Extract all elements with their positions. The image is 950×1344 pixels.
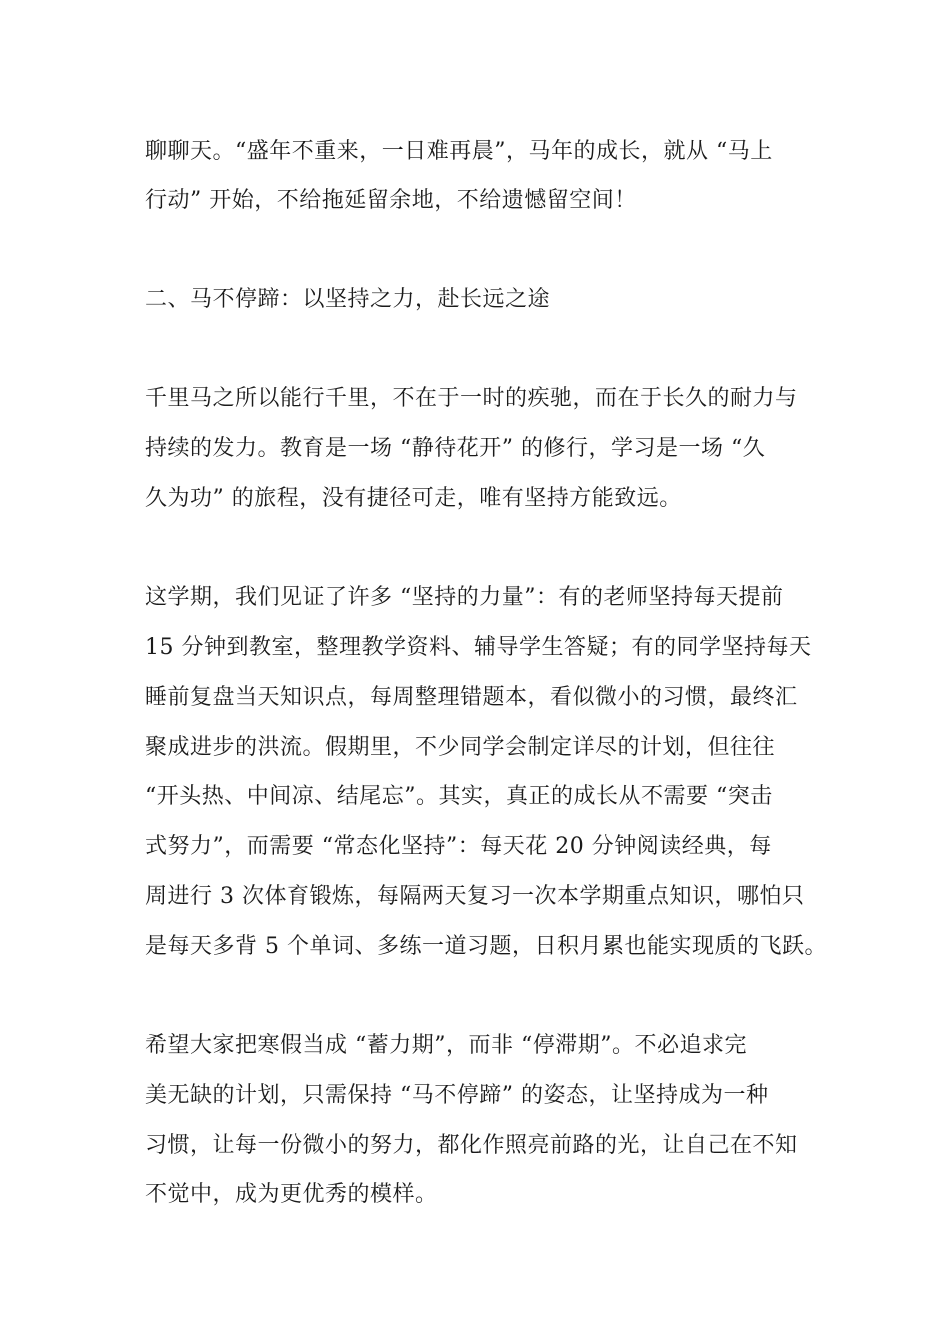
paragraph-3-line-5: “开头热、中间凉、结尾忘”。其实，真正的成长从不需要 “突击 bbox=[145, 784, 773, 809]
paragraph-2-line-3: 久为功” 的旅程，没有捷径可走，唯有坚持方能致远。 bbox=[145, 486, 682, 511]
paragraph-4-line-2: 美无缺的计划，只需保持 “马不停蹄” 的姿态，让坚持成为一种 bbox=[145, 1083, 769, 1108]
paragraph-4-line-3: 习惯，让每一份微小的努力，都化作照亮前路的光，让自己在不知 bbox=[145, 1133, 798, 1158]
paragraph-3-line-7: 周进行 3 次体育锻炼，每隔两天复习一次本学期重点知识，哪怕只 bbox=[145, 884, 805, 909]
paragraph-3-line-3: 睡前复盘当天知识点，每周整理错题本，看似微小的习惯，最终汇 bbox=[145, 685, 798, 710]
paragraph-3-line-6: 式努力”，而需要 “常态化坚持”：每天花 20 分钟阅读经典，每 bbox=[145, 834, 772, 859]
paragraph-1-line-2: 行动” 开始，不给拖延留余地，不给遗憾留空间！ bbox=[145, 188, 637, 213]
paragraph-2-line-2: 持续的发力。教育是一场 “静待花开” 的修行，学习是一场 “久 bbox=[145, 436, 766, 461]
paragraph-4-line-1: 希望大家把寒假当成 “蓄力期”，而非 “停滞期”。不必追求完 bbox=[145, 1033, 747, 1058]
paragraph-3-line-1: 这学期，我们见证了许多 “坚持的力量”：有的老师坚持每天提前 bbox=[145, 585, 784, 610]
paragraph-3-line-2: 15 分钟到教室，整理教学资料、辅导学生答疑；有的同学坚持每天 bbox=[145, 635, 812, 660]
section-heading-2: 二、马不停蹄：以坚持之力，赴长远之途 bbox=[145, 287, 551, 312]
paragraph-2-line-1: 千里马之所以能行千里，不在于一时的疾驰，而在于长久的耐力与 bbox=[145, 386, 798, 411]
paragraph-3-line-4: 聚成进步的洪流。假期里，不少同学会制定详尽的计划，但往往 bbox=[145, 735, 776, 760]
paragraph-4-line-4: 不觉中，成为更优秀的模样。 bbox=[145, 1182, 438, 1207]
paragraph-1-line-1: 聊聊天。“盛年不重来，一日难再晨”，马年的成长，就从 “马上 bbox=[145, 139, 773, 164]
paragraph-3-line-8: 是每天多背 5 个单词、多练一道习题，日积月累也能实现质的飞跃。 bbox=[145, 934, 827, 959]
